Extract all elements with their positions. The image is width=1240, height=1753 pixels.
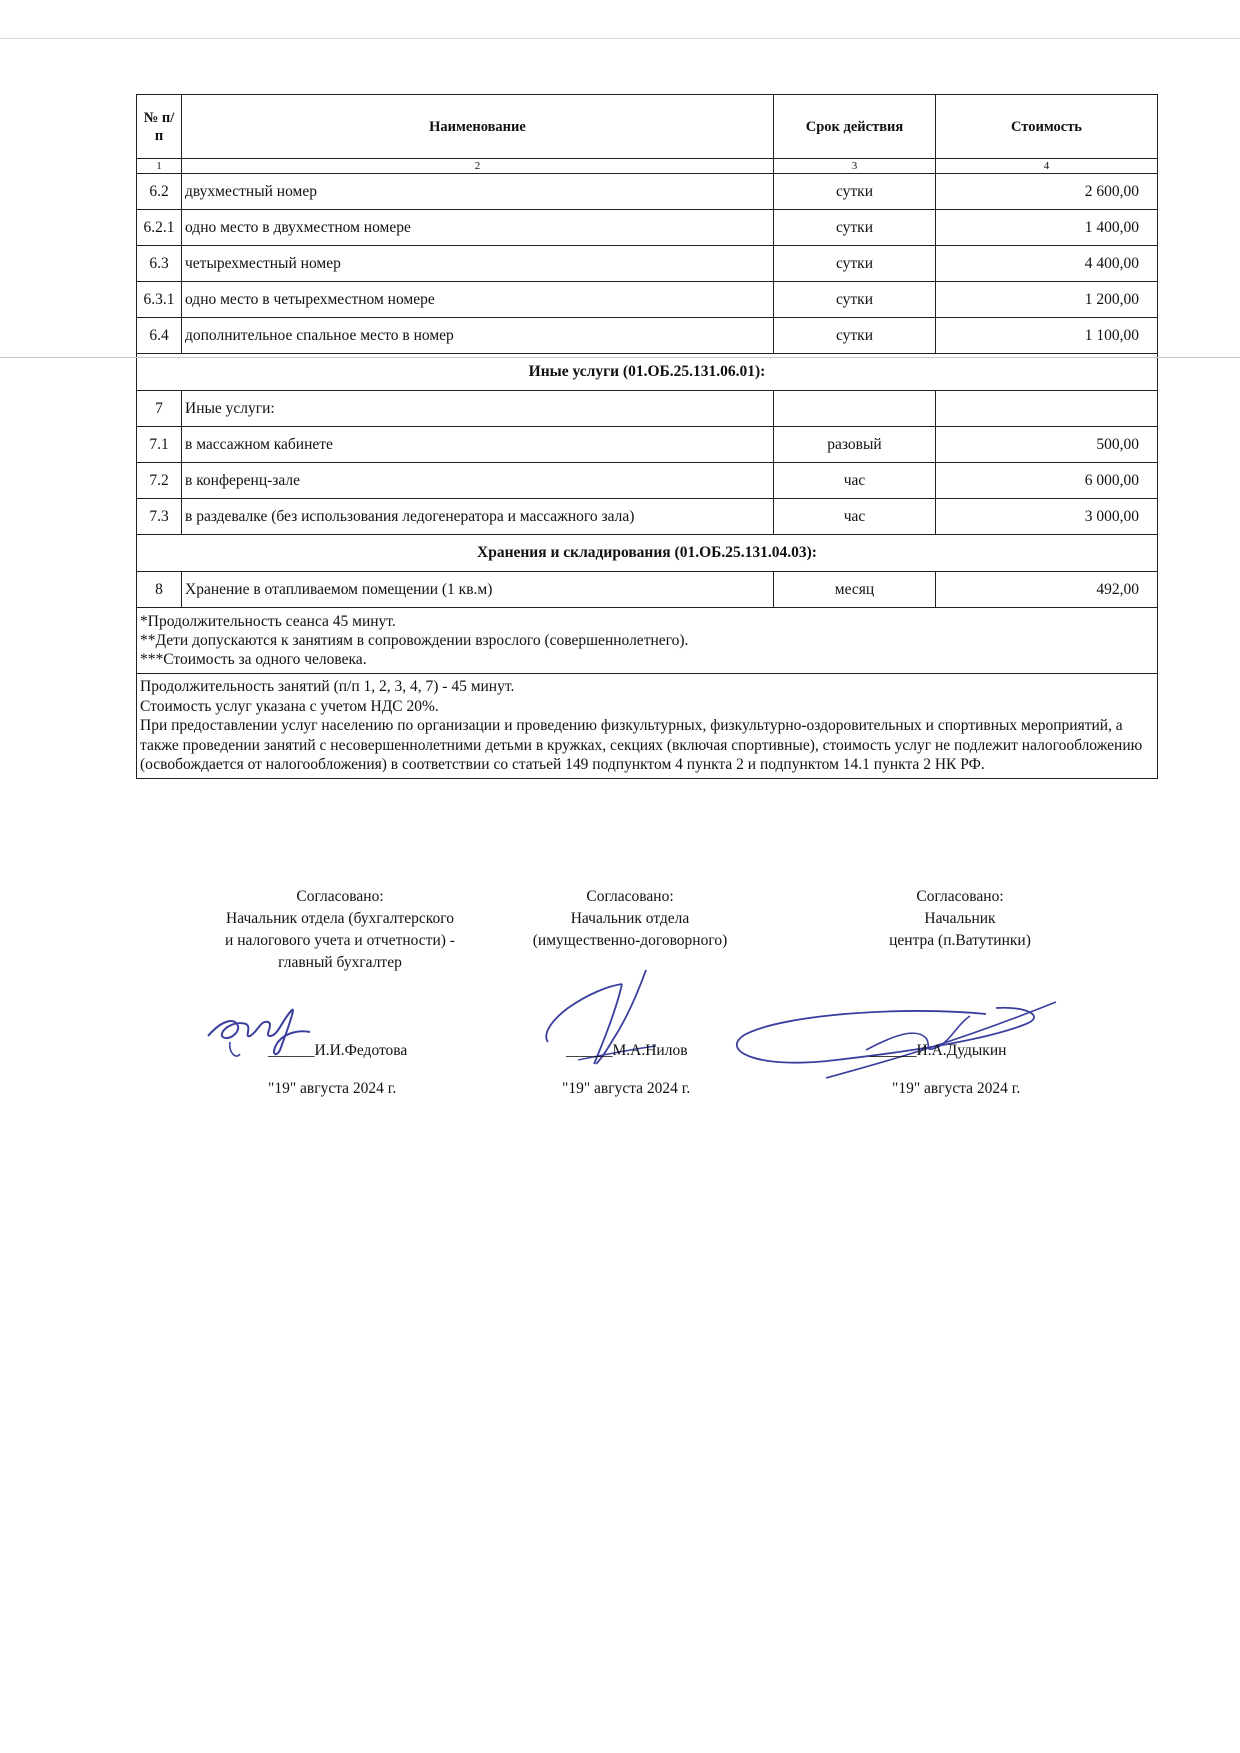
row-term: час [774, 499, 936, 535]
table-row [137, 427, 1158, 463]
agreed-label: Согласовано: [296, 888, 384, 905]
row-term: сутки [774, 246, 936, 282]
signature-fedotova [200, 1002, 320, 1072]
row-term: сутки [774, 174, 936, 210]
row-name: одно место в двухместном номере [182, 210, 774, 246]
row-num: 6.3.1 [137, 282, 182, 318]
header-name: Наименование [182, 95, 774, 159]
section-row [137, 354, 1158, 391]
signature-block-property [490, 886, 770, 952]
section-row [137, 535, 1158, 572]
signer-name: И.А.Дудыкин [916, 1042, 1007, 1059]
column-number-row [137, 159, 1158, 174]
row-cost: 6 000,00 [936, 463, 1158, 499]
notes-row [137, 608, 1158, 674]
signer-name: М.А.Нилов [612, 1042, 688, 1059]
signature-block-accountant [190, 886, 490, 974]
row-term: час [774, 463, 936, 499]
column-number: 4 [936, 159, 1158, 174]
header-num: № п/п [137, 95, 182, 159]
row-term: сутки [774, 282, 936, 318]
row-num: 6.2.1 [137, 210, 182, 246]
row-name: в массажном кабинете [182, 427, 774, 463]
footnotes [137, 608, 1158, 674]
signature-line [566, 1042, 688, 1060]
table-row [137, 246, 1158, 282]
table-row [137, 391, 1158, 427]
row-name: двухместный номер [182, 174, 774, 210]
row-name: четырехместный номер [182, 246, 774, 282]
scan-fold-line [0, 357, 1240, 358]
position-line: Начальник [924, 910, 996, 927]
row-term: месяц [774, 572, 936, 608]
footnote: *Продолжительность сеанса 45 минут. [140, 613, 396, 630]
signature-block-center-head [820, 886, 1100, 952]
signer-name: И.И.Федотова [314, 1042, 408, 1059]
table-row [137, 174, 1158, 210]
signature-date: "19" августа 2024 г. [562, 1080, 691, 1097]
row-name: Иные услуги: [182, 391, 774, 427]
row-name: дополнительное спальное место в номер [182, 318, 774, 354]
row-cost: 3 000,00 [936, 499, 1158, 535]
row-num: 7.1 [137, 427, 182, 463]
position-line: Начальник отдела (бухгалтерского [226, 910, 454, 927]
row-name: в раздевалке (без использования ледогенератора и массажного зала) [182, 499, 774, 535]
table-row [137, 282, 1158, 318]
column-number: 3 [774, 159, 936, 174]
row-cost: 4 400,00 [936, 246, 1158, 282]
row-num: 6.2 [137, 174, 182, 210]
header-term: Срок действия [774, 95, 936, 159]
row-term: сутки [774, 210, 936, 246]
agreed-label: Согласовано: [586, 888, 674, 905]
paragraph-row [137, 674, 1158, 779]
terms-line: При предоставлении услуг населению по организации и проведению физкультурных, физкультурно-оздоровительных и спортивных мероприятий, а также проведении занятий с несовершеннолетними детьми в кружках, секциях (включая спортивные), стоимость услуг не подлежит налогообложению (освобождается от налогообложения) в соответствии со статьей 149 подпунктом 4 пункта 2 и подпунктом 14.1 пункта 2 НК РФ. [140, 717, 1143, 773]
signature-line [268, 1042, 407, 1060]
row-name: одно место в четырехместном номере [182, 282, 774, 318]
column-number: 1 [137, 159, 182, 174]
signature-date: "19" августа 2024 г. [892, 1080, 1021, 1097]
table-row [137, 210, 1158, 246]
row-name: Хранение в отапливаемом помещении (1 кв.м) [182, 572, 774, 608]
signature-underline: ______ [268, 1042, 315, 1059]
header-cost: Стоимость [936, 95, 1158, 159]
row-num: 7.2 [137, 463, 182, 499]
position-line: (имущественно-договорного) [532, 932, 728, 949]
signature-underline: ______ [566, 1042, 613, 1059]
table-row [137, 318, 1158, 354]
row-term [774, 391, 936, 427]
row-cost: 2 600,00 [936, 174, 1158, 210]
table-row [137, 463, 1158, 499]
column-number: 2 [182, 159, 774, 174]
scan-edge-line [0, 38, 1240, 39]
terms-line: Продолжительность занятий (п/п 1, 2, 3, 4, 7) - 45 минут. [140, 678, 515, 695]
terms-paragraph [137, 674, 1158, 779]
table-row [137, 499, 1158, 535]
terms-line: Стоимость услуг указана с учетом НДС 20%. [140, 697, 439, 715]
row-num: 8 [137, 572, 182, 608]
row-num: 7 [137, 391, 182, 427]
row-cost: 1 400,00 [936, 210, 1158, 246]
row-name: в конференц-зале [182, 463, 774, 499]
position-line: Начальник отдела [570, 910, 690, 927]
section-title-other: Иные услуги (01.ОБ.25.131.06.01): [137, 354, 1158, 391]
signature-underline: ______ [870, 1042, 917, 1059]
row-cost: 1 200,00 [936, 282, 1158, 318]
row-num: 6.4 [137, 318, 182, 354]
table-header-row [137, 95, 1158, 159]
row-num: 7.3 [137, 499, 182, 535]
row-cost: 1 100,00 [936, 318, 1158, 354]
row-term: разовый [774, 427, 936, 463]
table-row [137, 572, 1158, 608]
position-line: и налогового учета и отчетности) - [225, 932, 455, 949]
footnote: ***Стоимость за одного человека. [140, 651, 367, 668]
row-term: сутки [774, 318, 936, 354]
signature-date: "19" августа 2024 г. [268, 1080, 397, 1097]
position-line: центра (п.Ватутинки) [889, 932, 1031, 949]
row-cost: 500,00 [936, 427, 1158, 463]
position-line: главный бухгалтер [278, 954, 402, 971]
footnote: **Дети допускаются к занятиям в сопровождении взрослого (совершеннолетнего). [140, 632, 689, 649]
signature-nilov [538, 968, 688, 1078]
price-table [136, 94, 1158, 779]
row-cost [936, 391, 1158, 427]
agreed-label: Согласовано: [916, 888, 1004, 905]
section-title-storage: Хранения и складирования (01.ОБ.25.131.04.03): [137, 535, 1158, 572]
row-cost: 492,00 [936, 572, 1158, 608]
signature-line [870, 1042, 1006, 1060]
row-num: 6.3 [137, 246, 182, 282]
